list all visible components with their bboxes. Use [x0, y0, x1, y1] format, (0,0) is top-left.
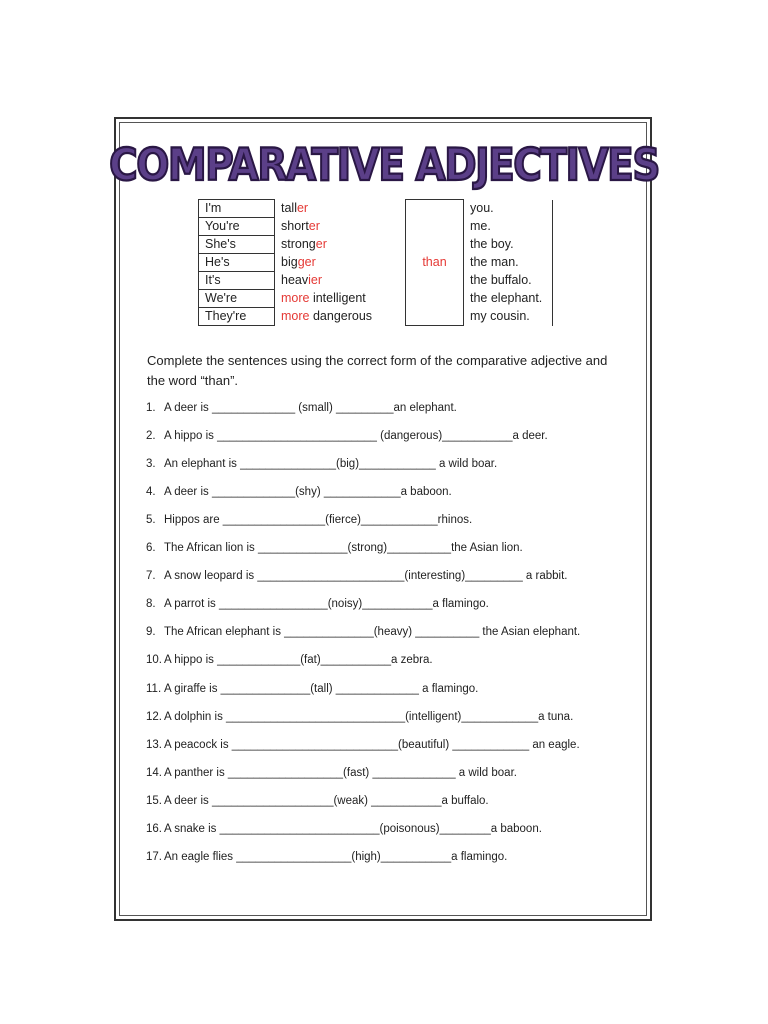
exercise-item — [146, 542, 626, 554]
adjective-cell — [275, 236, 406, 254]
exercise-number: 11. — [146, 682, 162, 695]
adjective-base: tall — [281, 201, 297, 215]
exercise-sentence: The African lion is ______________(strong)__________the Asian lion. — [164, 542, 523, 555]
subject-cell: She's — [199, 236, 275, 254]
worksheet-title: COMPARATIVE ADJECTIVES — [109, 139, 659, 192]
adjective-base: big — [281, 255, 298, 269]
exercise-item — [146, 402, 626, 414]
exercise-item — [146, 570, 626, 582]
adjective-cell — [275, 200, 406, 218]
exercise-item — [146, 795, 626, 807]
comparative-suffix: ier — [308, 273, 323, 287]
exercise-item — [146, 654, 626, 666]
comparative-suffix: er — [315, 237, 327, 251]
grammar-row — [199, 218, 553, 236]
comparative-prefix: more — [281, 309, 310, 323]
comparative-prefix: more — [281, 291, 310, 305]
exercise-item — [146, 739, 626, 751]
grammar-row — [199, 290, 553, 308]
subject-cell: We're — [199, 290, 275, 308]
object-cell: the buffalo. — [464, 272, 553, 290]
exercise-sentence: A snake is _________________________(poisonous)________a baboon. — [164, 822, 542, 835]
exercise-number: 15. — [146, 794, 162, 807]
exercise-sentence: A deer is ___________________(weak) ___________a buffalo. — [164, 794, 489, 807]
adjective-base: dangerous — [309, 309, 373, 323]
adjective-base: strong — [281, 237, 316, 251]
subject-cell: They're — [199, 308, 275, 326]
adjective-cell — [275, 290, 406, 308]
exercise-sentence: A deer is _____________(shy) ____________a baboon. — [164, 486, 452, 499]
comparative-suffix: er — [296, 201, 309, 215]
exercise-number: 10. — [146, 654, 162, 667]
exercise-number: 12. — [146, 710, 162, 723]
exercise-sentence: A parrot is _________________(noisy)___________a flamingo. — [164, 598, 489, 611]
subject-cell: He's — [199, 254, 275, 272]
exercise-sentence: A peacock is __________________________(beautiful) ____________ an eagle. — [164, 738, 580, 751]
comparative-suffix: ger — [297, 255, 316, 269]
exercise-item — [146, 598, 626, 610]
exercise-number: 4. — [146, 486, 156, 499]
grammar-row — [199, 308, 553, 326]
subject-cell: It's — [199, 272, 275, 290]
object-cell: the boy. — [464, 236, 553, 254]
exercise-item — [146, 626, 626, 638]
exercise-sentence: A giraffe is ______________(tall) _____________ a flamingo. — [164, 682, 479, 695]
exercise-item — [146, 514, 626, 526]
grammar-row — [199, 200, 553, 218]
exercise-number: 1. — [146, 402, 156, 414]
grammar-row — [199, 272, 553, 290]
adjective-base: short — [281, 219, 309, 233]
exercise-number: 13. — [146, 738, 162, 751]
exercise-number: 14. — [146, 766, 162, 779]
grammar-row — [199, 254, 553, 272]
exercise-sentence: The African elephant is ______________(heavy) __________ the Asian elephant. — [164, 626, 581, 639]
exercise-number: 8. — [146, 598, 156, 611]
object-cell: my cousin. — [464, 308, 553, 326]
adjective-cell — [275, 254, 406, 272]
exercise-number: 17. — [146, 850, 162, 863]
object-cell: you. — [464, 200, 553, 218]
exercise-sentence: A hippo is _________________________ (dangerous)___________a deer. — [164, 430, 548, 443]
grammar-row — [199, 236, 553, 254]
exercise-number: 5. — [146, 514, 156, 527]
object-cell: me. — [464, 218, 553, 236]
comparative-suffix: er — [308, 219, 320, 233]
exercise-item — [146, 823, 626, 835]
instructions-text: Complete the sentences using the correct form of the comparative adjective and the word “than”. — [147, 353, 608, 388]
exercise-number: 6. — [146, 542, 156, 555]
exercise-number: 16. — [146, 822, 162, 835]
adjective-cell — [275, 272, 406, 290]
exercise-item — [146, 683, 626, 695]
exercise-number: 9. — [146, 626, 156, 639]
exercise-sentence: A deer is _____________ (small) _________an elephant. — [164, 402, 457, 414]
exercise-item — [146, 486, 626, 498]
exercise-sentence: Hippos are ________________(fierce)____________rhinos. — [164, 514, 473, 527]
exercise-sentence: An eagle flies __________________(high)___________a flamingo. — [164, 850, 508, 863]
exercise-number: 3. — [146, 458, 156, 471]
than-cell: than — [406, 200, 464, 326]
object-cell: the man. — [464, 254, 553, 272]
exercise-sentence: An elephant is _______________(big)____________ a wild boar. — [164, 458, 498, 471]
adjective-cell — [275, 218, 406, 236]
adjective-base: heav — [281, 273, 309, 287]
exercise-sentence: A hippo is _____________(fat)___________a zebra. — [164, 654, 433, 667]
exercise-number: 2. — [146, 430, 156, 443]
adjective-base: intelligent — [309, 291, 366, 305]
exercise-item — [146, 711, 626, 723]
exercise-item — [146, 430, 626, 442]
exercise-number: 7. — [146, 570, 156, 583]
exercise-item — [146, 458, 626, 470]
subject-cell: I'm — [199, 200, 275, 218]
exercise-sentence: A snow leopard is _______________________(interesting)_________ a rabbit. — [164, 570, 568, 583]
subject-cell: You're — [199, 218, 275, 236]
exercise-item — [146, 767, 626, 779]
adjective-cell — [275, 308, 406, 326]
object-cell: the elephant. — [464, 290, 553, 308]
exercise-sentence: A dolphin is ____________________________(intelligent)____________a tuna. — [164, 710, 574, 723]
comparative-grammar-table — [198, 199, 553, 326]
exercise-item — [146, 851, 626, 863]
exercise-sentence: A panther is __________________(fast) _____________ a wild boar. — [164, 766, 517, 779]
